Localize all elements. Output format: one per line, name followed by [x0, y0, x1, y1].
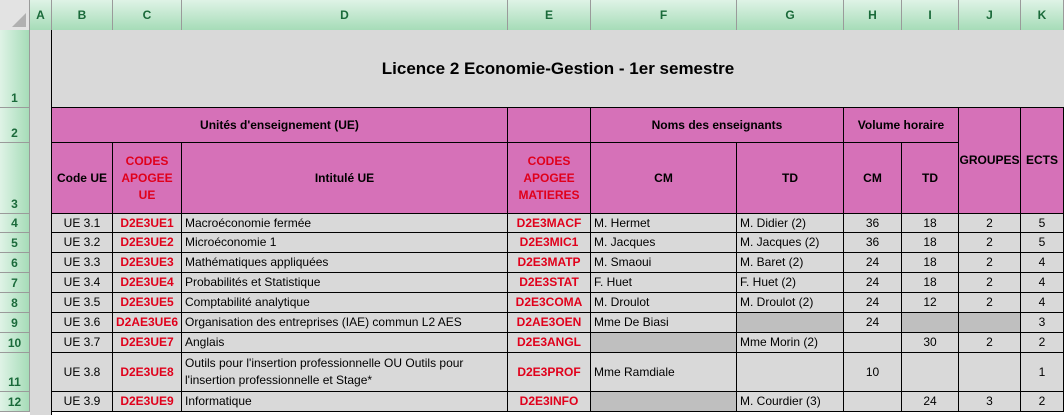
- volume-td-9[interactable]: [902, 313, 959, 333]
- groupes-12[interactable]: 3: [959, 392, 1021, 412]
- enseignant-cm-9[interactable]: Mme De Biasi: [591, 313, 737, 333]
- intitule-ue-12[interactable]: Informatique: [182, 392, 508, 412]
- header-codes-apogee-ue[interactable]: CODES APOGEE UE: [113, 143, 182, 214]
- code-apogee-matiere-12[interactable]: D2E3INFO: [508, 392, 591, 412]
- enseignant-td-6[interactable]: M. Baret (2): [737, 253, 844, 273]
- ects-9[interactable]: 3: [1021, 313, 1064, 333]
- volume-cm-6[interactable]: 24: [844, 253, 902, 273]
- header-cm-volume[interactable]: CM: [844, 143, 902, 214]
- column-header-b[interactable]: B: [52, 0, 113, 30]
- enseignant-cm-11[interactable]: Mme Ramdiale: [591, 353, 737, 392]
- enseignant-cm-5[interactable]: M. Jacques: [591, 233, 737, 253]
- code-ue-11[interactable]: UE 3.8: [52, 353, 113, 392]
- code-apogee-ue-8[interactable]: D2E3UE5: [113, 293, 182, 313]
- column-a-cells: [30, 30, 52, 415]
- code-apogee-matiere-7[interactable]: D2E3STAT: [508, 273, 591, 293]
- volume-td-10[interactable]: 30: [902, 333, 959, 353]
- column-header-g[interactable]: G: [737, 0, 844, 30]
- ects-11[interactable]: 1: [1021, 353, 1064, 392]
- ects-7[interactable]: 4: [1021, 273, 1064, 293]
- code-apogee-matiere-11[interactable]: D2E3PROF: [508, 353, 591, 392]
- code-ue-8[interactable]: UE 3.5: [52, 293, 113, 313]
- code-apogee-matiere-8[interactable]: D2E3COMA: [508, 293, 591, 313]
- header-groupes[interactable]: GROUPES: [959, 108, 1021, 214]
- column-header-j[interactable]: J: [959, 0, 1021, 30]
- enseignant-td-8[interactable]: M. Droulot (2): [737, 293, 844, 313]
- enseignant-td-11[interactable]: [737, 353, 844, 392]
- row-header-1[interactable]: 1: [0, 30, 30, 108]
- intitule-ue-7[interactable]: Probabilités et Statistique: [182, 273, 508, 293]
- code-apogee-matiere-10[interactable]: D2E3ANGL: [508, 333, 591, 353]
- ects-12[interactable]: 2: [1021, 392, 1064, 412]
- enseignant-cm-12[interactable]: [591, 392, 737, 412]
- enseignant-td-12[interactable]: M. Courdier (3): [737, 392, 844, 412]
- volume-td-11[interactable]: [902, 353, 959, 392]
- sheet-title[interactable]: Licence 2 Economie-Gestion - 1er semestre: [52, 30, 1064, 108]
- code-ue-9[interactable]: UE 3.6: [52, 313, 113, 333]
- code-apogee-matiere-9[interactable]: D2AE3OEN: [508, 313, 591, 333]
- enseignant-td-9[interactable]: [737, 313, 844, 333]
- column-header-e[interactable]: E: [508, 0, 591, 30]
- row-header-12[interactable]: 12: [0, 392, 30, 412]
- row-header-7[interactable]: 7: [0, 273, 30, 293]
- code-apogee-matiere-5[interactable]: D2E3MIC1: [508, 233, 591, 253]
- groupes-9[interactable]: [959, 313, 1021, 333]
- groupes-11[interactable]: [959, 353, 1021, 392]
- enseignant-td-10[interactable]: Mme Morin (2): [737, 333, 844, 353]
- header-blank-e2[interactable]: [508, 108, 591, 143]
- enseignant-cm-4[interactable]: M. Hermet: [591, 214, 737, 233]
- header-ects[interactable]: ECTS: [1021, 108, 1064, 214]
- intitule-ue-9[interactable]: Organisation des entreprises (IAE) commun L2 AES: [182, 313, 508, 333]
- header-td-volume[interactable]: TD: [902, 143, 959, 214]
- code-ue-5[interactable]: UE 3.2: [52, 233, 113, 253]
- enseignant-cm-7[interactable]: F. Huet: [591, 273, 737, 293]
- row-header-3[interactable]: 3: [0, 143, 30, 214]
- volume-td-4[interactable]: 18: [902, 214, 959, 233]
- code-apogee-ue-12[interactable]: D2E3UE9: [113, 392, 182, 412]
- volume-cm-8[interactable]: 24: [844, 293, 902, 313]
- enseignant-td-5[interactable]: M. Jacques (2): [737, 233, 844, 253]
- enseignant-cm-8[interactable]: M. Droulot: [591, 293, 737, 313]
- intitule-ue-11[interactable]: Outils pour l'insertion professionnelle OU Outils pour l'insertion professionnelle et Stage*: [182, 353, 508, 392]
- code-apogee-ue-4[interactable]: D2E3UE1: [113, 214, 182, 233]
- code-ue-4[interactable]: UE 3.1: [52, 214, 113, 233]
- intitule-ue-4[interactable]: Macroéconomie fermée: [182, 214, 508, 233]
- column-header-i[interactable]: I: [902, 0, 959, 30]
- row-header-8[interactable]: 8: [0, 293, 30, 313]
- groupes-7[interactable]: 2: [959, 273, 1021, 293]
- groupes-10[interactable]: 2: [959, 333, 1021, 353]
- groupes-6[interactable]: 2: [959, 253, 1021, 273]
- volume-cm-9[interactable]: 24: [844, 313, 902, 333]
- row-header-10[interactable]: 10: [0, 333, 30, 353]
- groupes-8[interactable]: 2: [959, 293, 1021, 313]
- volume-td-8[interactable]: 12: [902, 293, 959, 313]
- code-ue-12[interactable]: UE 3.9: [52, 392, 113, 412]
- column-header-c[interactable]: C: [113, 0, 182, 30]
- groupes-5[interactable]: 2: [959, 233, 1021, 253]
- code-ue-7[interactable]: UE 3.4: [52, 273, 113, 293]
- ects-5[interactable]: 5: [1021, 233, 1064, 253]
- header-code-ue[interactable]: Code UE: [52, 143, 113, 214]
- code-apogee-ue-11[interactable]: D2E3UE8: [113, 353, 182, 392]
- ects-4[interactable]: 5: [1021, 214, 1064, 233]
- header-volume-group[interactable]: Volume horaire: [844, 108, 959, 143]
- column-header-h[interactable]: H: [844, 0, 902, 30]
- volume-td-7[interactable]: 18: [902, 273, 959, 293]
- header-ue-group[interactable]: Unités d'enseignement (UE): [52, 108, 508, 143]
- row-header-6[interactable]: 6: [0, 253, 30, 273]
- intitule-ue-6[interactable]: Mathématiques appliquées: [182, 253, 508, 273]
- code-apogee-matiere-4[interactable]: D2E3MACF: [508, 214, 591, 233]
- select-all-corner[interactable]: [0, 0, 30, 30]
- row-header-11[interactable]: 11: [0, 353, 30, 392]
- row-header-4[interactable]: 4: [0, 214, 30, 233]
- ects-8[interactable]: 4: [1021, 293, 1064, 313]
- volume-cm-10[interactable]: [844, 333, 902, 353]
- volume-cm-11[interactable]: 10: [844, 353, 902, 392]
- code-apogee-ue-7[interactable]: D2E3UE4: [113, 273, 182, 293]
- enseignant-cm-10[interactable]: [591, 333, 737, 353]
- column-header-f[interactable]: F: [591, 0, 737, 30]
- intitule-ue-5[interactable]: Microéconomie 1: [182, 233, 508, 253]
- volume-cm-12[interactable]: [844, 392, 902, 412]
- column-header-d[interactable]: D: [182, 0, 508, 30]
- code-apogee-ue-9[interactable]: D2AE3UE6: [113, 313, 182, 333]
- header-cm-enseignant[interactable]: CM: [591, 143, 737, 214]
- column-header-a[interactable]: A: [30, 0, 52, 30]
- ects-10[interactable]: 2: [1021, 333, 1064, 353]
- volume-cm-4[interactable]: 36: [844, 214, 902, 233]
- groupes-4[interactable]: 2: [959, 214, 1021, 233]
- row-header-9[interactable]: 9: [0, 313, 30, 333]
- intitule-ue-8[interactable]: Comptabilité analytique: [182, 293, 508, 313]
- header-enseignants-group[interactable]: Noms des enseignants: [591, 108, 844, 143]
- code-ue-6[interactable]: UE 3.3: [52, 253, 113, 273]
- enseignant-td-7[interactable]: F. Huet (2): [737, 273, 844, 293]
- enseignant-td-4[interactable]: M. Didier (2): [737, 214, 844, 233]
- volume-td-6[interactable]: 18: [902, 253, 959, 273]
- volume-td-5[interactable]: 18: [902, 233, 959, 253]
- ects-6[interactable]: 4: [1021, 253, 1064, 273]
- code-apogee-ue-6[interactable]: D2E3UE3: [113, 253, 182, 273]
- code-ue-10[interactable]: UE 3.7: [52, 333, 113, 353]
- intitule-ue-10[interactable]: Anglais: [182, 333, 508, 353]
- enseignant-cm-6[interactable]: M. Smaoui: [591, 253, 737, 273]
- row-header-2[interactable]: 2: [0, 108, 30, 143]
- volume-cm-7[interactable]: 24: [844, 273, 902, 293]
- code-apogee-ue-5[interactable]: D2E3UE2: [113, 233, 182, 253]
- column-header-k[interactable]: K: [1021, 0, 1064, 30]
- volume-td-12[interactable]: 24: [902, 392, 959, 412]
- select-all-icon: [12, 13, 26, 27]
- code-apogee-ue-10[interactable]: D2E3UE7: [113, 333, 182, 353]
- volume-cm-5[interactable]: 36: [844, 233, 902, 253]
- code-apogee-matiere-6[interactable]: D2E3MATP: [508, 253, 591, 273]
- header-intitule-ue[interactable]: Intitulé UE: [182, 143, 508, 214]
- header-td-enseignant[interactable]: TD: [737, 143, 844, 214]
- row-header-5[interactable]: 5: [0, 233, 30, 253]
- header-codes-apogee-matieres[interactable]: CODES APOGEE MATIERES: [508, 143, 591, 214]
